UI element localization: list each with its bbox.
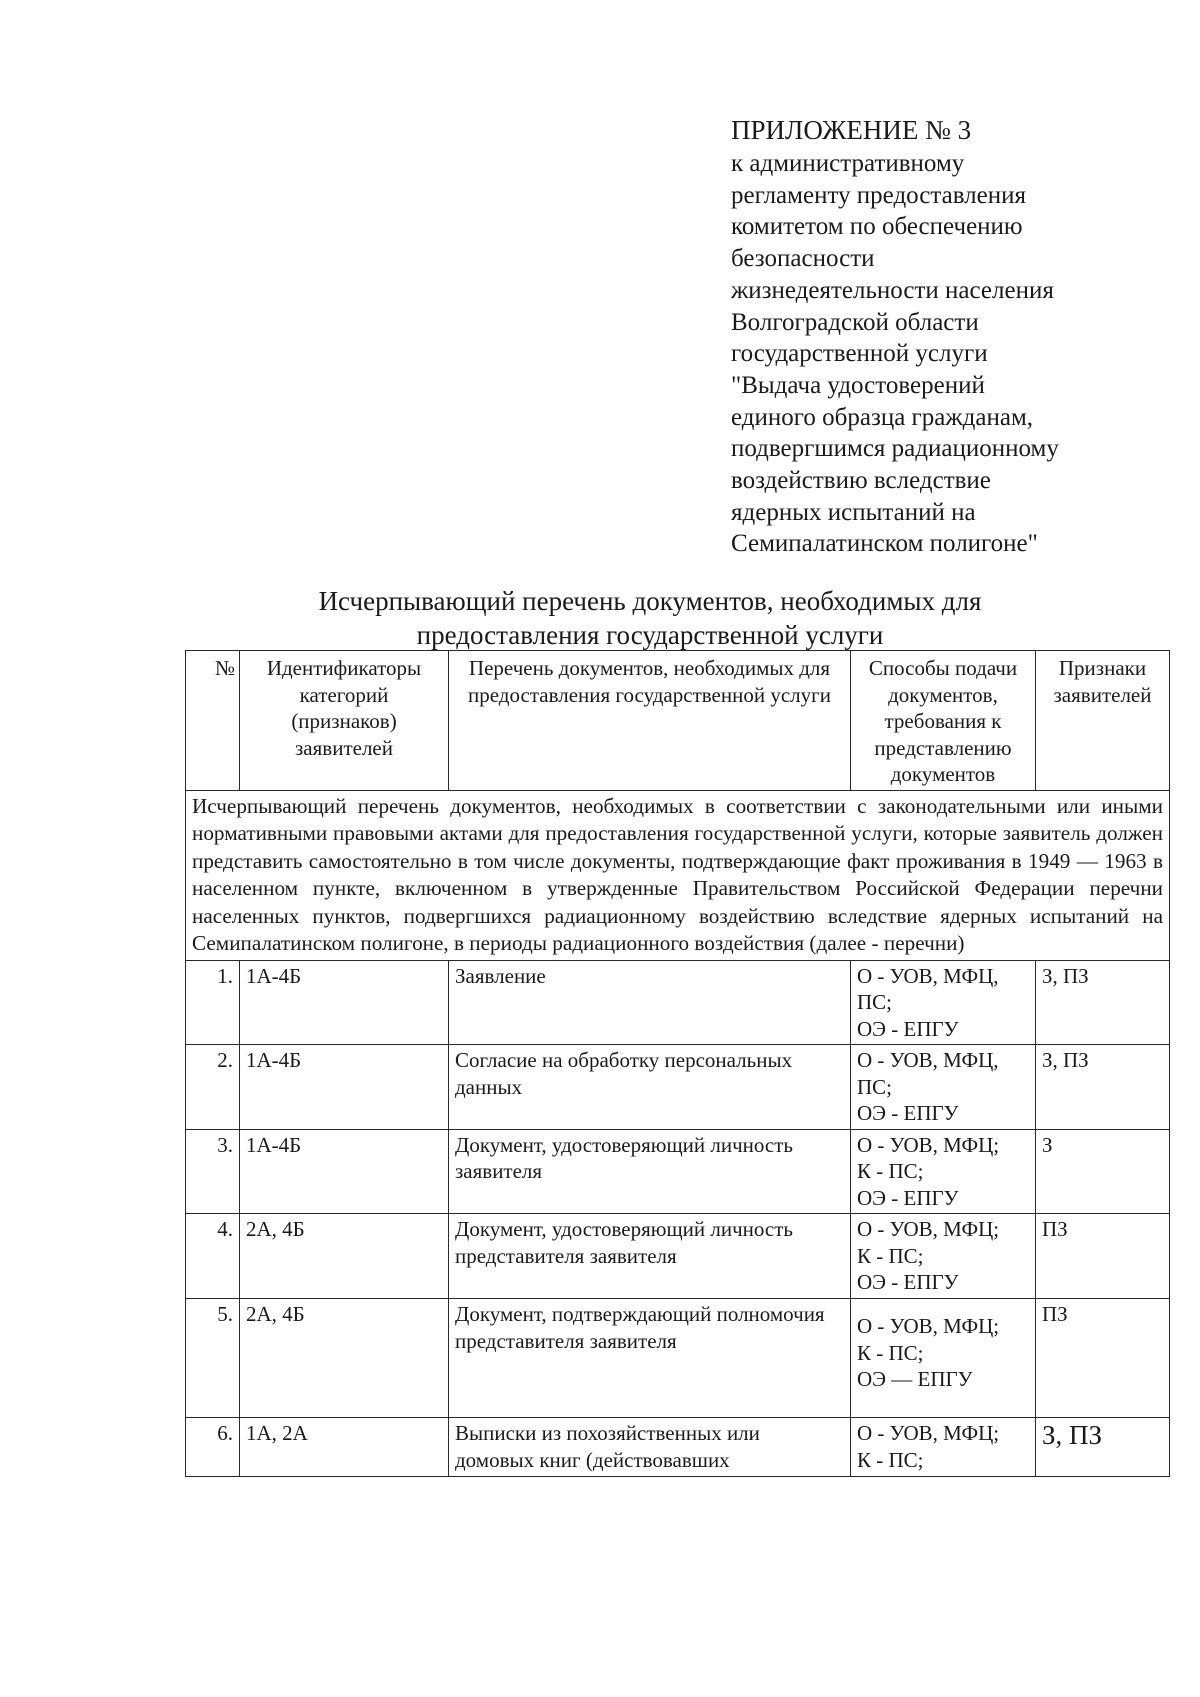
method-line: К - ПС; — [857, 1447, 924, 1472]
document-title — [200, 584, 1100, 652]
appendix-line: Волгоградской области — [731, 308, 979, 336]
row-methods — [851, 1299, 1036, 1418]
method-line: ПС; — [857, 990, 893, 1014]
row-document: Согласие на обработку персональных данных — [449, 1045, 851, 1130]
method-line: ПС; — [857, 1074, 893, 1099]
row-number: 4. — [186, 1214, 240, 1299]
row-categories: 1А-4Б — [240, 1129, 449, 1214]
appendix-line: единого образца гражданам, — [731, 403, 1034, 431]
row-signs: З, ПЗ — [1036, 1045, 1170, 1130]
method-line: ОЭ — ЕПГУ — [857, 1367, 973, 1391]
documents-table — [185, 650, 1170, 1477]
header-categories: Идентификаторы категорий (признаков) заявителей — [240, 651, 449, 791]
table-row — [186, 1299, 1170, 1418]
header-methods: Способы подачи документов, требования к представлению документов — [851, 651, 1036, 791]
row-document: Заявление — [449, 960, 851, 1045]
row-signs: ПЗ — [1036, 1299, 1170, 1418]
appendix-line: "Выдача удостоверений — [731, 371, 985, 399]
appendix-line: комитетом по обеспечению — [731, 213, 1023, 241]
method-line: ОЭ - ЕПГУ — [857, 1270, 959, 1294]
row-signs: З — [1036, 1129, 1170, 1214]
appendix-line: к административному — [731, 150, 965, 177]
method-line: О - УОВ, МФЦ; — [857, 1314, 1000, 1338]
appendix-line: регламенту предоставления — [731, 181, 1027, 209]
row-number: 6. — [186, 1418, 240, 1477]
appendix-line: подвергшимся радиационному — [731, 435, 1059, 463]
appendix-line: воздействию вследствие — [731, 467, 991, 495]
row-signs: ПЗ — [1036, 1214, 1170, 1299]
method-line: ОЭ - ЕПГУ — [857, 1101, 959, 1125]
header-documents: Перечень документов, необходимых для предоставления государственной услуги — [449, 651, 851, 791]
row-categories: 1А-4Б — [240, 1045, 449, 1130]
row-methods — [851, 1129, 1036, 1214]
row-categories: 1А, 2А — [240, 1418, 449, 1477]
appendix-line: безопасности — [731, 245, 875, 273]
document-title-line-2: предоставления государственной услуги — [416, 620, 884, 650]
table-row — [186, 1214, 1170, 1299]
method-line: К - ПС; — [857, 1340, 924, 1365]
appendix-title: ПРИЛОЖЕНИЕ № 3 — [731, 115, 972, 145]
row-methods — [851, 1214, 1036, 1299]
appendix-block — [731, 112, 1171, 560]
section-row — [186, 790, 1170, 960]
appendix-line: государственной услуги — [731, 340, 988, 368]
row-number: 1. — [186, 960, 240, 1045]
row-number: 5. — [186, 1299, 240, 1418]
row-categories: 2А, 4Б — [240, 1299, 449, 1418]
appendix-line: Семипалатинском полигоне" — [731, 530, 1038, 558]
appendix-line: жизнедеятельности населения — [731, 276, 1054, 304]
row-methods — [851, 960, 1036, 1045]
method-line: К - ПС; — [857, 1243, 924, 1268]
document-title-line-1: Исчерпывающий перечень документов, необходимых для — [318, 586, 982, 616]
header-number: № — [186, 651, 240, 791]
row-methods — [851, 1045, 1036, 1130]
row-categories: 1А-4Б — [240, 960, 449, 1045]
row-number: 3. — [186, 1129, 240, 1214]
table-row — [186, 1129, 1170, 1214]
table-header-row — [186, 651, 1170, 791]
row-document: Документ, подтверждающий полномочия представителя заявителя — [449, 1299, 851, 1418]
method-line: О - УОВ, МФЦ; — [857, 1217, 1000, 1241]
row-categories: 2А, 4Б — [240, 1214, 449, 1299]
table-row — [186, 1045, 1170, 1130]
appendix-line: ядерных испытаний на — [731, 498, 976, 526]
header-signs: Признаки заявителей — [1036, 651, 1170, 791]
row-signs: З, ПЗ — [1036, 960, 1170, 1045]
table-row — [186, 960, 1170, 1045]
method-line: О - УОВ, МФЦ; — [857, 1132, 1000, 1157]
method-line: О - УОВ, МФЦ; — [857, 1421, 1000, 1445]
row-methods — [851, 1418, 1036, 1477]
row-document: Документ, удостоверяющий личность представителя заявителя — [449, 1214, 851, 1299]
method-line: О - УОВ, МФЦ, — [857, 963, 999, 988]
method-line: ОЭ - ЕПГУ — [857, 1016, 959, 1041]
row-signs: З, ПЗ — [1036, 1418, 1170, 1477]
table-row — [186, 1418, 1170, 1477]
method-line: ОЭ - ЕПГУ — [857, 1185, 959, 1210]
row-document: Документ, удостоверяющий личность заявителя — [449, 1129, 851, 1214]
method-line: К - ПС; — [857, 1159, 924, 1183]
row-number: 2. — [186, 1045, 240, 1130]
method-line: О - УОВ, МФЦ, — [857, 1048, 999, 1072]
section-description: Исчерпывающий перечень документов, необходимых в соответствии с законодательными или иными нормативными правовыми актами для предоставления государственной услуги, которые заявитель должен представить самостоятельно в том числе документы, подтверждающие факт проживания в 1949 — 1963 в населенном пункте, включенном в утвержденные Правительством Российской Федерации перечни населенных пунктов, подвергшихся радиационному воздействию вследствие ядерных испытаний на Семипалатинском полигоне, в периоды радиационного воздействия (далее - перечни) — [186, 790, 1170, 960]
row-document: Выписки из похозяйственных или домовых книг (действовавших — [449, 1418, 851, 1477]
